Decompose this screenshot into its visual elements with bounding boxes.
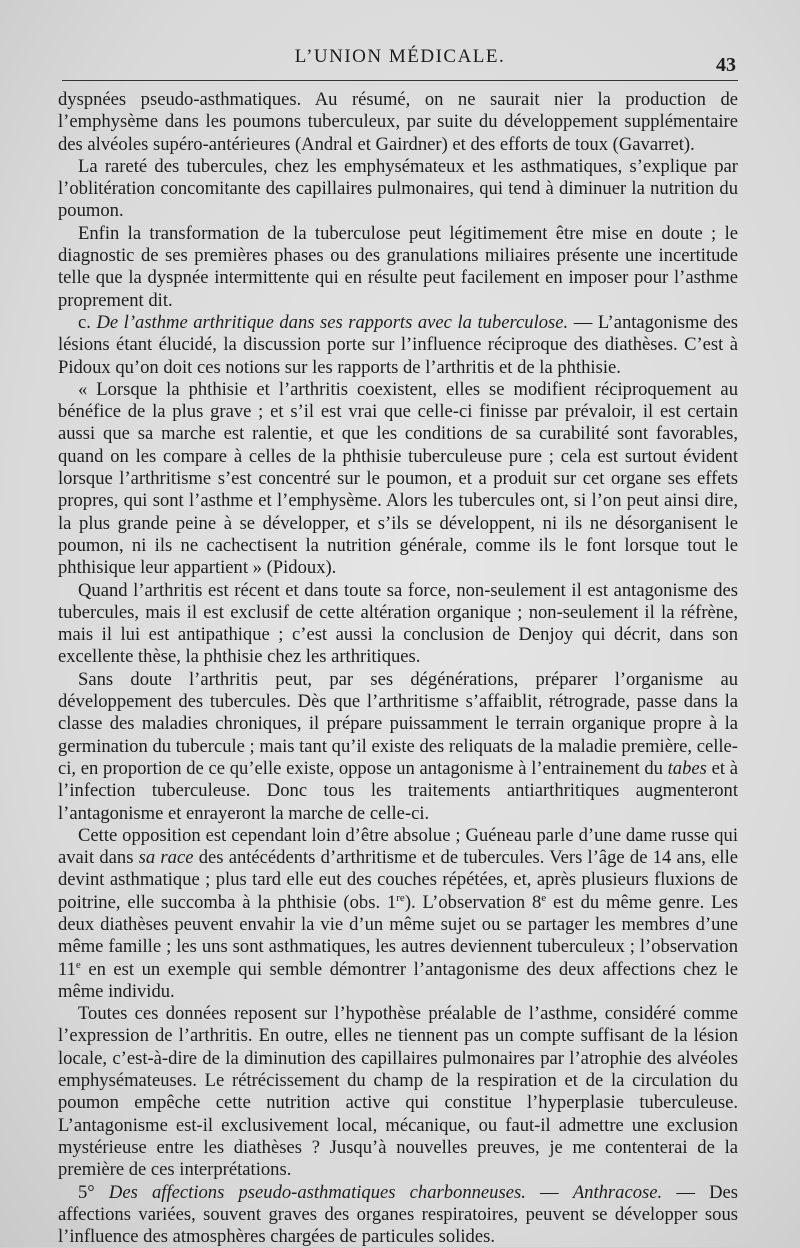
superscript: re (396, 891, 405, 904)
page-number: 43 (716, 54, 736, 76)
header-rule (62, 80, 738, 81)
italic-text: sa race (138, 847, 194, 869)
paragraph-p10 (58, 1182, 738, 1248)
text-run: dyspnées pseudo-asthmatiques. Au résumé, on ne saurait nier la production de l’emphysème dans les poumons tuberculeux, par suite du développement supplémentaire des alvéoles supéro-antérieures (Andral et Gairdner) et des efforts de toux (Gavarret). (58, 89, 738, 155)
paragraph-p4 (58, 312, 738, 379)
italic-text: Des affections pseudo-asthmatiques charbonneuses. (108, 1181, 526, 1203)
italic-text: tabes (667, 757, 707, 779)
body-text (58, 89, 738, 1248)
superscript: e (541, 891, 547, 904)
text-run: — L’antagonisme des lésions étant élucidé, la discussion porte sur l’influence réciproque des diathèses. C’est à Pidoux qu’on doit ces notions sur les rapports de l’arthritis et de la phthisie. (58, 311, 738, 378)
paragraph-p5 (58, 379, 738, 580)
paragraph-p6 (58, 580, 738, 669)
paragraph-p1 (58, 89, 738, 156)
paragraph-p9 (58, 1003, 738, 1181)
paragraph-p2 (58, 156, 738, 223)
text-run: Sans doute l’arthritis peut, par ses dégénérations, préparer l’organisme au développement des tubercules. Dès que l’arthritisme s’affaiblit, rétrograde, passe dans la classe des maladies chroniques, il prépare puissamment le terrain organique propre à la germination du tubercule ; mais tant qu’il existe des reliquats de la maladie première, celle-ci, en proportion de ce qu’elle existe, oppose un antagonisme à l’entrainement du (58, 668, 738, 779)
text-run: Toutes ces données reposent sur l’hypothèse préalable de l’asthme, considéré comme l’expression de l’arthritis. En outre, elles ne tiennent pas un compte suffisant de la lésion locale, c’est-à-dire de la diminution des capillaires pulmonaires par l’atrophie des alvéoles emphysémateuses. Le rétrécissement du champ de la respiration et de la circulation du poumon empêche cette nutrition active qui constitue l’hyperplasie tuberculeuse. L’antagonisme est-il exclusivement local, mécanique, ou faut-il admettre une exclusion mystérieuse entre les diathèses ? Jusqu’à nouvelles preuves, je me contenterai de la première de ces interprétations. (58, 1003, 738, 1181)
text-run: et à l’infection tuberculeuse. Donc tous les traitements antiarthritiques augmenteront l’antagonisme et enrayeront la marche de celle-ci. (58, 757, 738, 824)
text-run: en est un exemple qui semble démontrer l’antagonisme des deux affections chez le même individu. (58, 958, 738, 1002)
paragraph-p3 (58, 223, 738, 312)
text-run: — (525, 1181, 573, 1203)
text-run: 5° (78, 1181, 109, 1203)
text-run: Cette opposition est cependant loin d’être absolue ; Guéneau parle d’une dame russe qui avait dans (58, 824, 738, 869)
text-run: — Des affections variées, souvent graves des organes respiratoires, peuvent se développer sous l’influence des atmosphères chargées de particules solides. (58, 1181, 739, 1248)
running-header-title: L’UNION MÉDICALE. (294, 46, 506, 67)
paragraph-p8 (58, 825, 738, 1003)
text-run: La rareté des tubercules, chez les emphysémateux et les asthmatiques, s’explique par l’oblitération concomitante des capillaires pulmonaires, qui tend à diminuer la nutrition du poumon. (58, 155, 738, 222)
text-run: Quand l’arthritis est récent et dans toute sa force, non-seulement il est antagonisme des tubercules, mais il est exclusif de cette altération organique ; non-seulement il la réfrène, mais il lui est antipathique ; c’est aussi la conclusion de Denjoy qui décrit, dans son excellente thèse, la phthisie chez les arthritiques. (58, 579, 738, 668)
italic-text: Anthracose. (572, 1181, 663, 1203)
text-run: Enfin la transformation de la tuberculose peut légitimement être mise en doute ; le diagnostic de ses premières phases ou des granulations miliaires présente une incertitude telle que la dyspnée intermittente qui en résulte peut facilement en imposer pour l’asthme proprement dit. (58, 222, 738, 311)
text-run: des antécédents d’arthritisme et de tubercules. Vers l’âge de 14 ans, elle devint asthmatique ; plus tard elle eut des couches répétées, et, après plusieurs fluxions de poitrine, elle succomba à la phthisie (obs. 1 (58, 847, 738, 913)
italic-text: De l’asthme arthritique dans ses rapports avec la tuberculose. (96, 311, 569, 333)
superscript: e (75, 958, 81, 971)
paragraph-p7 (58, 669, 738, 825)
text-run: est du même genre. Les deux diathèses peuvent envahir la vie d’un même sujet ou se partager les membres d’une même famille ; les uns sont asthmatiques, les autres deviennent tuberculeux ; l’observation 11 (58, 891, 738, 980)
text-run: « Lorsque la phthisie et l’arthritis coexistent, elles se modifient réciproquement au bénéfice de la plus grave ; et s’il est vrai que celle-ci finisse par prévaloir, il est certain aussi que sa marche est ralentie, et que les conditions de sa curabilité sont favorables, quand on les compare à celles de la phthisie tuberculeuse pure ; cela est surtout évident lorsque l’arthritisme s’est concentré sur le poumon, et a produit sur cet organe ses effets propres, qui sont l’asthme et l’emphysème. Alors les tubercules ont, si l’on peut ainsi dire, la plus grande peine à se développer, et s’ils se développent, ni ils ne désorganisent le poumon, ni ils ne cachectisent la nutrition générale, comme ils le font lorsque tout le phthisique leur appartient » (Pidoux). (58, 378, 738, 579)
text-run: c. (78, 311, 97, 333)
text-run: ). L’observation 8 (404, 891, 542, 913)
